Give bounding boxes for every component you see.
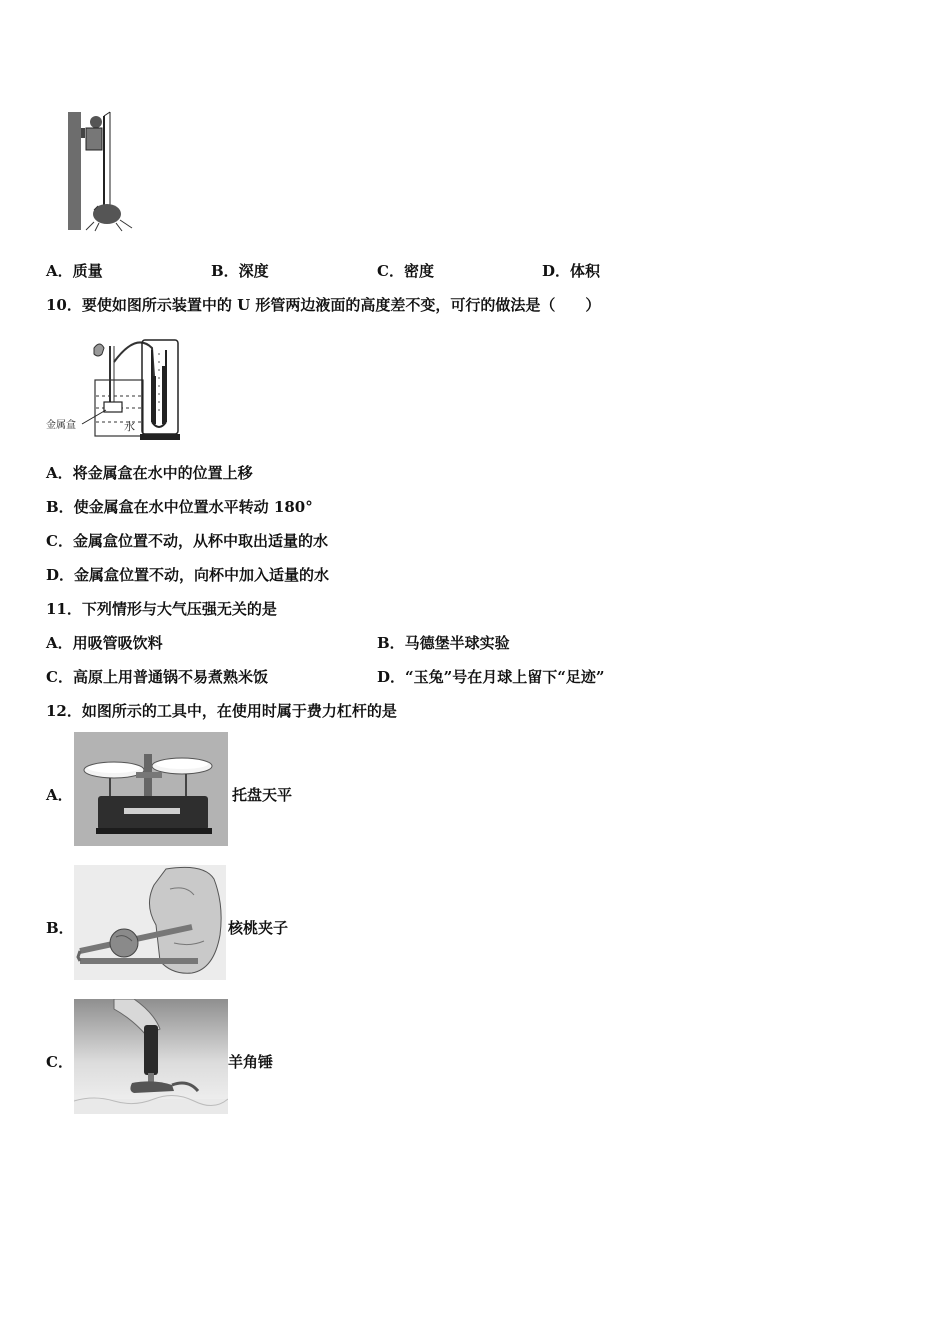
q10-box-label: 金属盒 xyxy=(46,420,76,431)
q11-option-c: C．高原上用普通锅不易煮熟米饭 xyxy=(46,668,268,686)
q11-option-b: B．马德堡半球实验 xyxy=(377,634,510,652)
claw-hammer-photo xyxy=(74,999,228,1114)
q11-stem: 11．下列情形与大气压强无关的是 xyxy=(46,600,277,618)
q10-option-b: B．使金属盒在水中位置水平转动 180° xyxy=(46,498,313,516)
q10-option-c: C．金属盒位置不动，从杯中取出适量的水 xyxy=(46,532,328,550)
q12-option-a-label: 托盘天平 xyxy=(232,786,293,804)
q10-option-d: D．金属盒位置不动，向杯中加入适量的水 xyxy=(46,566,330,584)
q10-stem: 10．要使如图所示装置中的 U 形管两边液面的高度差不变，可行的做法是（ ） xyxy=(46,296,601,314)
q9-option-d: D．体积 xyxy=(542,262,601,280)
q12-option-b-letter: B． xyxy=(46,919,74,937)
q12-option-c-label: 羊角锤 xyxy=(228,1053,274,1071)
q9-option-a: A．质量 xyxy=(46,262,103,280)
q10-option-a: A．将金属盒在水中的位置上移 xyxy=(46,464,253,482)
q10-water-label: 水 xyxy=(124,420,135,433)
q12-option-c-letter: C． xyxy=(46,1053,73,1071)
q11-option-a: A．用吸管吸饮料 xyxy=(46,634,163,652)
q10-figure xyxy=(46,336,186,444)
q9-option-b: B．深度 xyxy=(211,262,269,280)
q12-option-b-label: 核桃夹子 xyxy=(228,919,289,937)
nutcracker-photo xyxy=(74,865,226,980)
q9-figure xyxy=(64,110,140,232)
q12-stem: 12．如图所示的工具中，在使用时属于费力杠杆的是 xyxy=(46,702,397,720)
q12-option-a-letter: A． xyxy=(46,786,73,804)
balance-photo xyxy=(74,732,228,846)
q11-option-d: D．“玉兔”号在月球上留下“足迹” xyxy=(377,668,605,686)
q9-option-c: C．密度 xyxy=(377,262,434,280)
